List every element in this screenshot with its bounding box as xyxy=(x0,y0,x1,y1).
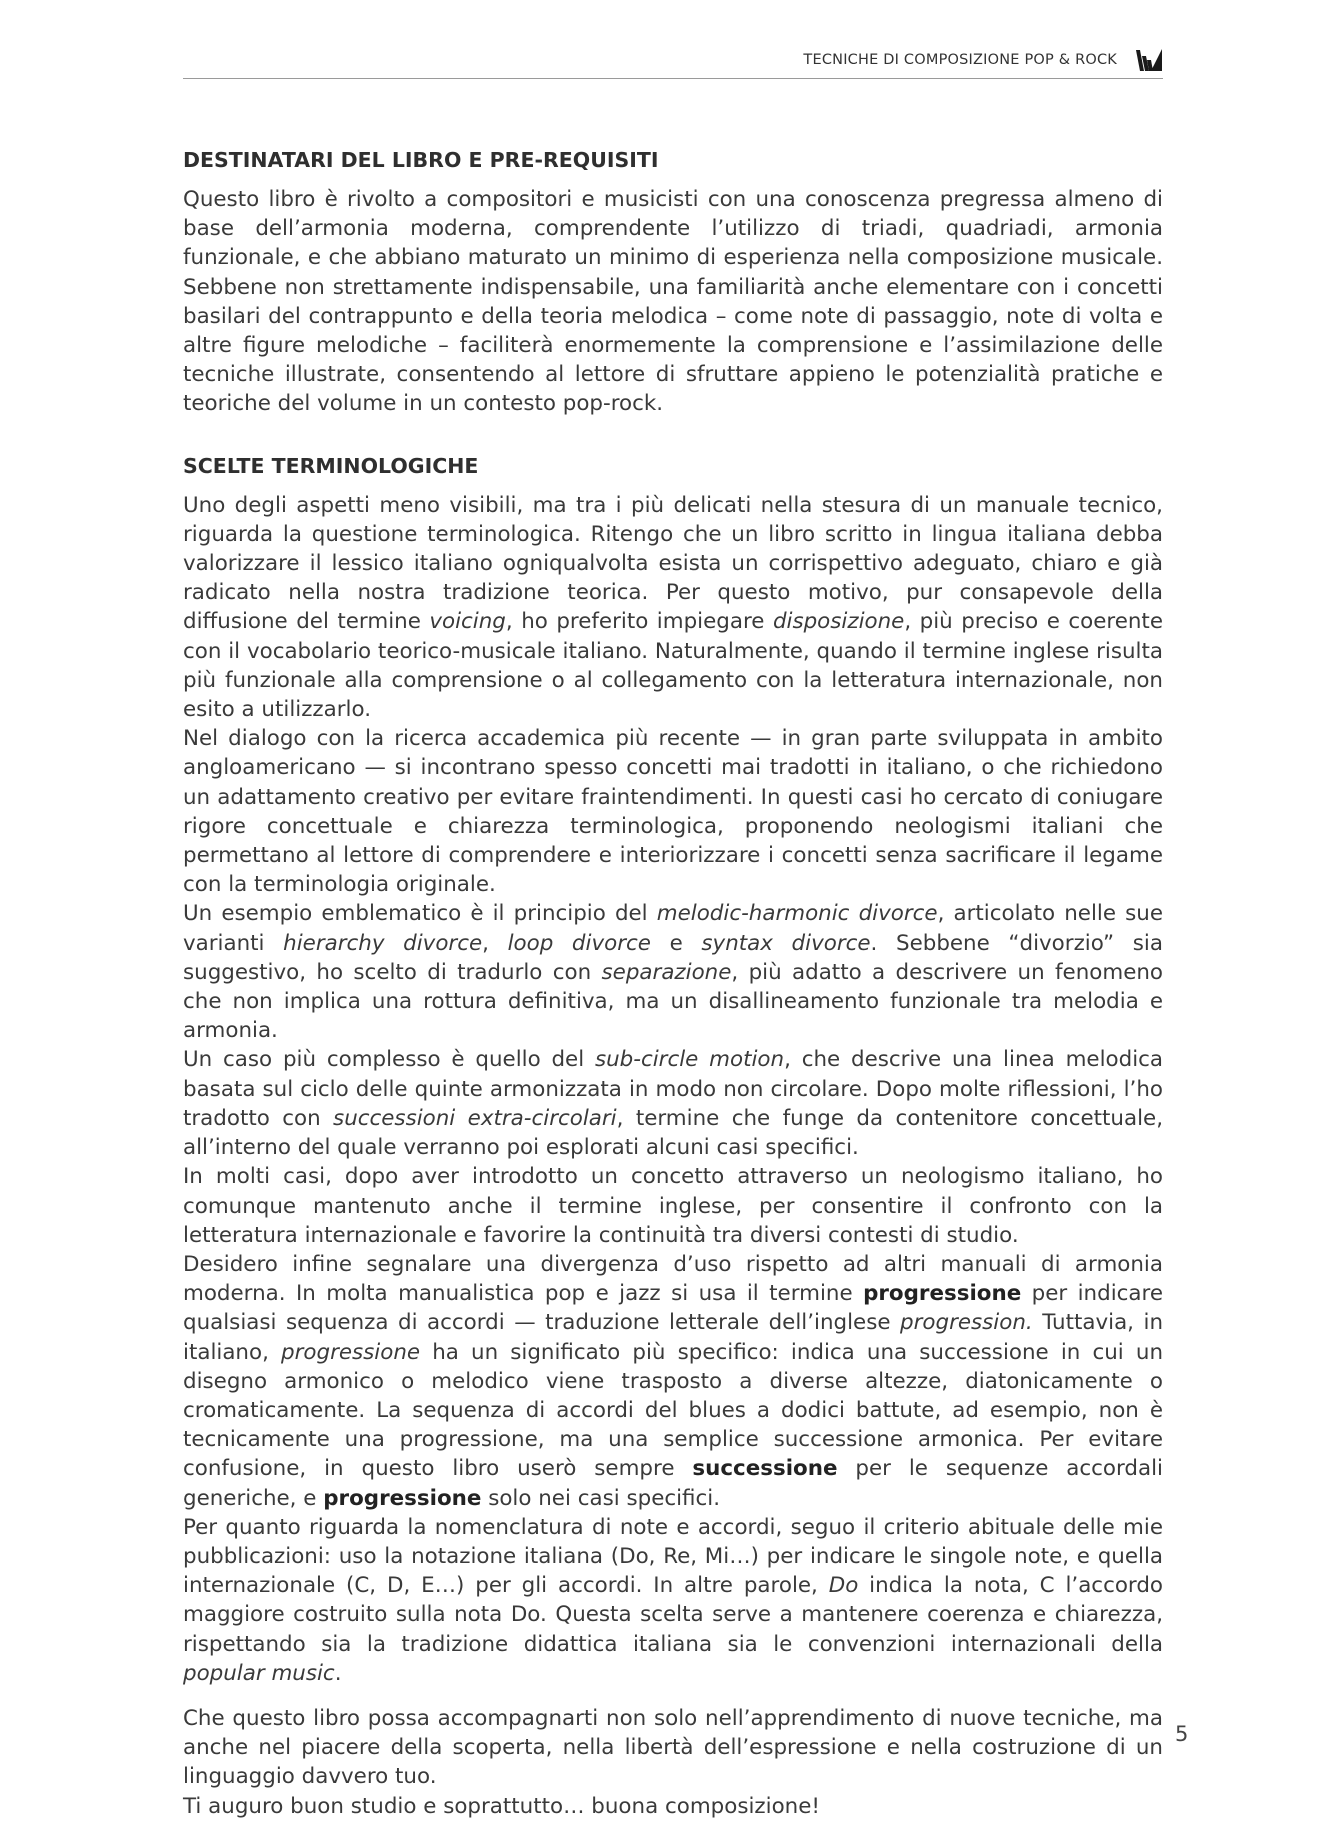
paragraph-terminologia-2: Nel dialogo con la ricerca accademica più recente — in gran parte sviluppata in ambito angloamericano — si incontrano spesso concetti mai tradotti in italiano, o che richiedono un adattamento creativo per evitare fraintendimenti. In questi casi ho cercato di coniugare rigore concettuale e chiarezza terminologica, proponendo neologismi italiani che permettano al lettore di comprendere e interiorizzare i concetti senza sacrificare il legame con la terminologia originale. xyxy=(183,726,1163,898)
paragraph-terminologia-6: Desidero infine segnalare una divergenza d’uso rispetto ad altri manuali di armonia moderna. In molta manualistica pop e jazz si usa il termine progressione per indicare qualsiasi sequenza di accordi — traduzione letterale dell’inglese progression. Tuttavia, in italiano, progressione ha un significato più specifico: indica una successione in cui un disegno armonico o melodico viene trasposto a diverse altezze, diatonicamente o cromaticamente. La sequenza di accordi del blues a dodici battute, ad esempio, non è tecnicamente una progressione, ma una semplice successione armonica. Per evitare confusione, in questo libro userò sempre successione per le sequenze accordali generiche, e progressione solo nei casi specifici. xyxy=(183,1251,1164,1511)
page-body xyxy=(183,146,1163,1821)
paragraph-terminologia-4: Un caso più complesso è quello del sub-circle motion, che descrive una linea melodica basata sul ciclo delle quinte armonizzata in modo non circolare. Dopo molte riflessioni, l’ho tradotto con successioni extra-circolari, termine che funge da contenitore concettuale, all’interno del quale verranno poi esplorati alcuni casi specifici. xyxy=(183,1047,1164,1161)
section-title-terminologia: SCELTE TERMINOLOGICHE xyxy=(183,453,479,478)
paragraph-terminologia-5: In molti casi, dopo aver introdotto un concetto attraverso un neologismo italiano, ho comunque mantenuto anche il termine inglese, per consentire il confronto con la letteratura internazionale e favorire la continuità tra diversi contesti di studio. xyxy=(183,1164,1163,1248)
closing-paragraph: Che questo libro possa accompagnarti non solo nell’apprendimento di nuove tecniche, ma anche nel piacere della scoperta, nella libertà dell’espressione e nella costruzione di un linguaggio davvero tuo. xyxy=(183,1705,1163,1790)
paragraph-terminologia-1: Uno degli aspetti meno visibili, ma tra i più delicati nella stesura di un manuale tecnico, riguarda la questione terminologica. Ritengo che un libro scritto in lingua italiana debba valorizzare il lessico italiano ogniqualvolta esista un corrispettivo adeguato, chiaro e già radicato nella nostra tradizione teorica. Per questo motivo, pur consapevole della diffusione del termine voicing, ho preferito impiegare disposizione, più preciso e coerente con il vocabolario teorico-musicale italiano. Naturalmente, quando il termine inglese risulta più funzionale alla comprensione o al collegamento con la letteratura internazionale, non esito a utilizzarlo. xyxy=(183,492,1163,723)
paragraph-terminologia-7: Per quanto riguarda la nomenclatura di note e accordi, seguo il criterio abituale delle mie pubblicazioni: uso la notazione italiana (Do, Re, Mi…) per indicare le singole note, e quella internazionale (C, D, E…) per gli accordi. In altre parole, Do indica la nota, C l’accordo maggiore costruito sulla nota Do. Questa scelta serve a mantenere coerenza e chiarezza, rispettando sia la tradizione didattica italiana sia le convenzioni internazionali della popular music. xyxy=(183,1514,1163,1686)
running-header xyxy=(183,46,1163,79)
publisher-logo-icon xyxy=(1135,46,1163,74)
header-title: TECNICHE DI COMPOSIZIONE POP & ROCK xyxy=(803,52,1117,68)
page-number: 5 xyxy=(1175,1722,1189,1746)
paragraph-terminologia-3: Un esempio emblematico è il principio del melodic-harmonic divorce, articolato nelle sue varianti hierarchy divorce, loop divorce e syntax divorce. Sebbene “divorzio” sia suggestivo, ho scelto di tradurlo con separazione, più adatto a descrivere un fenomeno che non implica una rottura definitiva, ma un disallineamento funzionale tra melodia e armonia. xyxy=(183,901,1164,1044)
section-title-destinatari: DESTINATARI DEL LIBRO E PRE-REQUISITI xyxy=(183,148,659,172)
paragraph-destinatari: Questo libro è rivolto a compositori e musicisti con una conoscenza pregressa almeno di base dell’armonia moderna, comprendente l’utilizzo di triadi, quadriadi, armonia funzionale, e che abbiano maturato un minimo di esperienza nella composizione musicale. Sebbene non strettamente indispensabile, una familiarità anche elementare con i concetti basilari del contrappunto e della teoria melodica – come note di passaggio, note di volta e altre figure melodiche – faciliterà enormemente la comprensione e l’assimilazione delle tecniche illustrate, consentendo al lettore di sfruttare appieno le potenzialità pratiche e teoriche del volume in un contesto pop-rock. xyxy=(183,187,1163,417)
closing-greeting: Ti auguro buon studio e soprattutto… buona composizione! xyxy=(183,1793,820,1819)
